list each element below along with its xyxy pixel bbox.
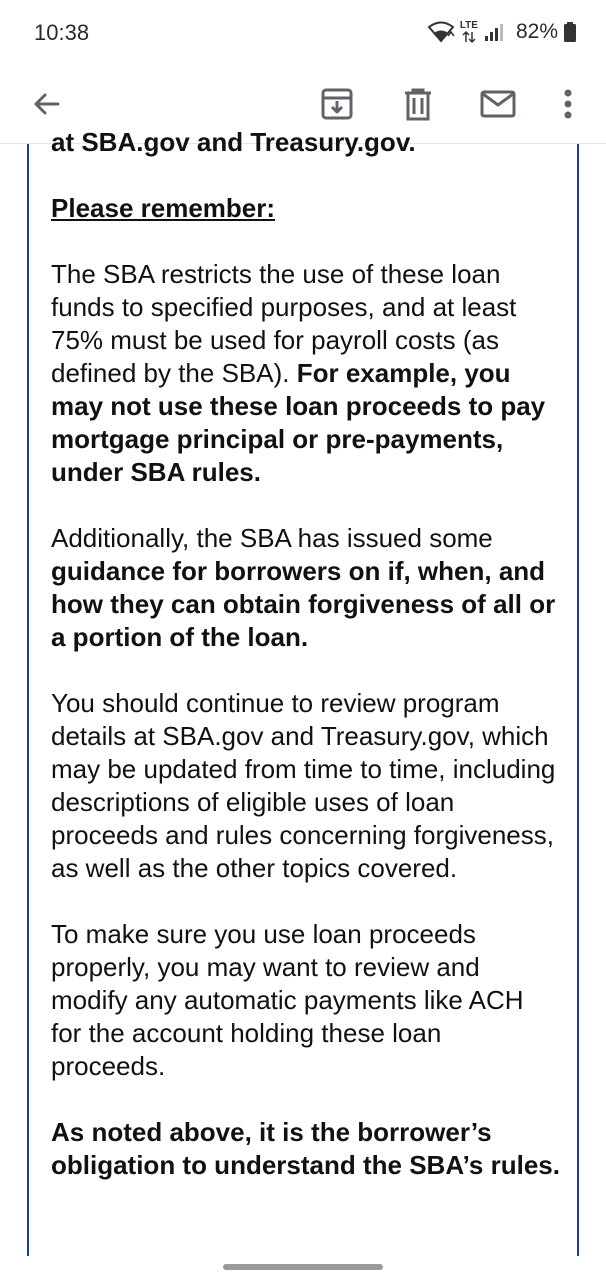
battery-percent: 82% [515,20,558,43]
paragraph-obligation: As noted above, it is the borrower’s obligation to understand the SBA’s rules. [51,1117,560,1180]
back-button[interactable] [22,80,70,128]
data-arrows-icon [462,31,476,43]
paragraph-review-details: You should continue to review program details at SBA.gov and Treasury.gov, which may be updated from time to time, including descriptions of eligible uses of loan proceeds and rules concerning forgiveness, as well as the other topics covered. [51,688,556,883]
paragraph-restrictions-text: The SBA restricts the use of these loan funds to specified purposes, and at least 75% must be used for payroll costs (as defined by the SBA). [51,259,517,388]
mail-icon [480,89,516,119]
lte-indicator [460,21,478,43]
mark-unread-button[interactable] [474,80,522,128]
paragraph-guidance [51,522,561,654]
paragraph-automatic-payments: To make sure you use loan proceeds properly, you may want to review and modify any automatic payments like ACH for the account holding these loan proceeds. [51,919,524,1081]
email-body [51,126,561,1215]
paragraph-restrictions-bold: For example, you may not use these loan proceeds to pay mortgage principal or pre-payments, under SBA rules. [51,358,546,487]
clipped-line: at SBA.gov and Treasury.gov. [51,127,416,157]
archive-button[interactable] [313,80,361,128]
paragraph-restrictions [51,258,561,489]
more-options-button[interactable] [544,80,592,128]
wifi-icon [428,21,454,43]
arrow-left-icon [30,88,62,120]
trash-icon [401,87,435,121]
paragraph-guidance-bold: guidance for borrowers on if, when, and how they can obtain forgiveness of all or a portion of the loan. [51,556,556,652]
signal-icon [484,22,506,42]
archive-icon [320,87,354,121]
status-icons [428,18,576,46]
email-content-frame [27,127,579,1256]
status-time: 10:38 [34,20,90,45]
delete-button[interactable] [394,80,442,128]
navigation-bar [0,1256,606,1280]
battery-icon [564,22,576,42]
more-vert-icon [563,88,573,120]
paragraph-guidance-text: Additionally, the SBA has issued some [51,523,493,553]
section-heading: Please remember: [51,193,276,223]
home-gesture-pill[interactable] [223,1264,383,1270]
status-bar [0,0,606,64]
lte-label: LTE [459,20,478,31]
